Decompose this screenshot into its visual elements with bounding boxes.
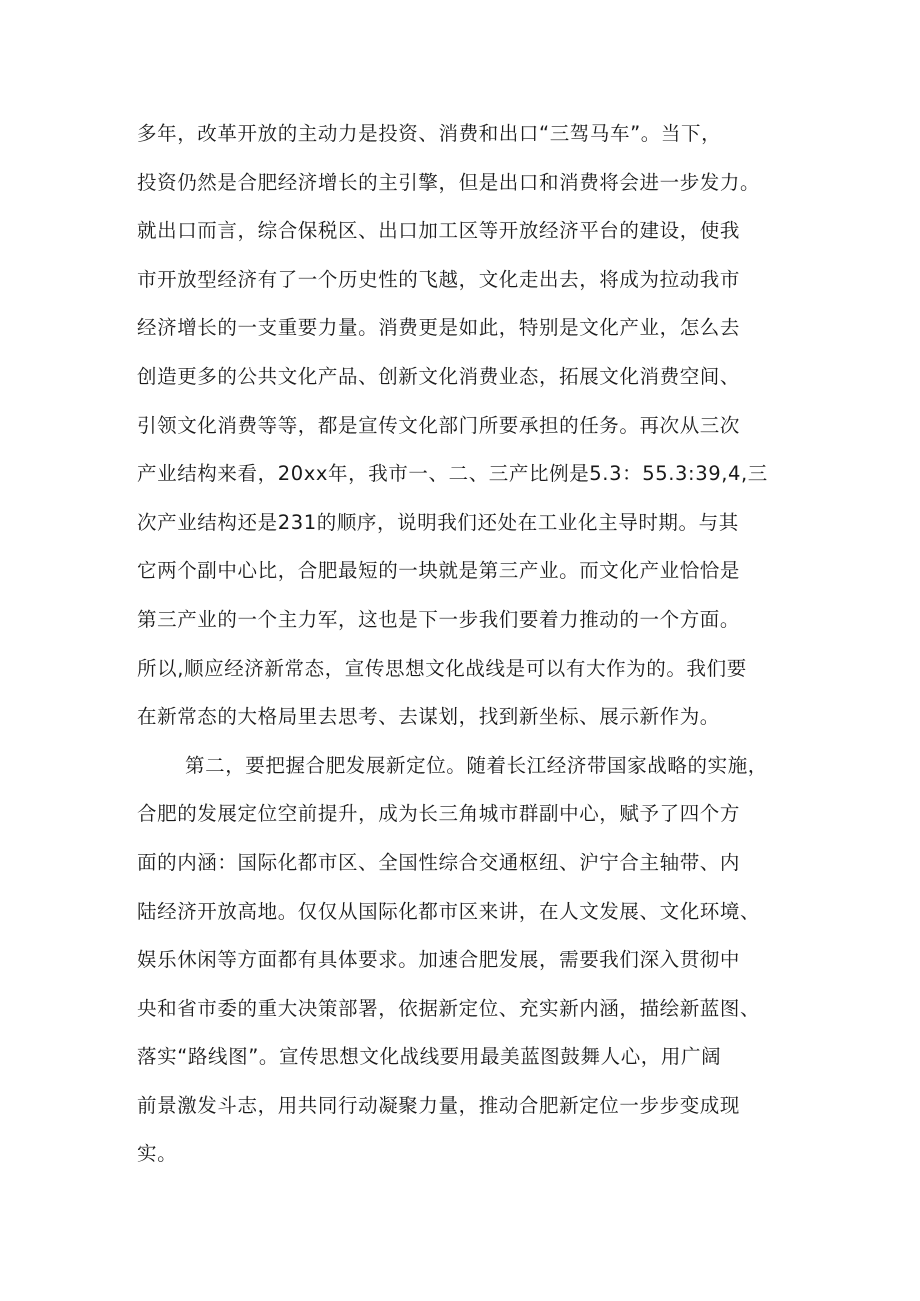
- text-line: 经济增长的一支重要力量。消费更是如此，特别是文化产业，怎么去: [137, 316, 741, 340]
- text-line: 它两个副中心比，合肥最短的一块就是第三产业。而文化产业恰恰是: [137, 559, 741, 583]
- text-line: 在新常态的大格局里去思考、去谋划，找到新坐标、展示新作为。: [137, 705, 720, 729]
- paragraph-start-line: 第二，要把握合肥发展新定位。随着长江经济带国家战略的实施，: [185, 753, 768, 777]
- text-line: 前景激发斗志，用共同行动凝聚力量，推动合肥新定位一步步变成现: [137, 1093, 741, 1117]
- text-line: 引领文化消费等等，都是宣传文化部门所要承担的任务。再次从三次: [137, 413, 741, 437]
- text-line: 娱乐休闲等方面都有具体要求。加速合肥发展，需要我们深入贯彻中: [137, 948, 741, 972]
- text-line: 次产业结构还是231的顺序，说明我们还处在工业化主导时期。与其: [137, 510, 739, 534]
- text-line: 面的内涵：国际化都市区、全国性综合交通枢纽、沪宁合主轴带、内: [137, 850, 741, 874]
- text-line: 合肥的发展定位空前提升，成为长三角城市群副中心，赋予了四个方: [137, 802, 741, 826]
- text-line: 陆经济开放高地。仅仅从国际化都市区来讲，在人文发展、文化环境、: [137, 899, 761, 923]
- text-line: 多年，改革开放的主动力是投资、消费和出口“三驾马车”。当下，: [137, 122, 722, 145]
- body-text: [137, 110, 797, 1179]
- text-line: 市开放型经济有了一个历史性的飞越，文化走出去，将成为拉动我市: [137, 267, 741, 291]
- text-line: 实。: [137, 1142, 178, 1166]
- text-line: 落实“路线图”。宣传思想文化战线要用最美蓝图鼓舞人心，用广阔: [137, 1045, 722, 1069]
- text-line: 创造更多的公共文化产品、创新文化消费业态，拓展文化消费空间、: [137, 364, 741, 388]
- text-line: 第三产业的一个主力军，这也是下一步我们要着力推动的一个方面。: [137, 607, 741, 631]
- text-line: 产业结构来看，20xx年，我市一、二、三产比例是5.3：55.3:39,4,三: [137, 462, 768, 486]
- text-line: 央和省市委的重大决策部署，依据新定位、充实新内涵，描绘新蓝图、: [137, 996, 761, 1020]
- text-line: 投资仍然是合肥经济增长的主引擎，但是出口和消费将会进一步发力。: [137, 170, 761, 194]
- text-line: 就出口而言，综合保税区、出口加工区等开放经济平台的建设，使我: [137, 219, 741, 243]
- text-line: 所以,顺应经济新常态，宣传思想文化战线是可以有大作为的。我们要: [137, 656, 747, 680]
